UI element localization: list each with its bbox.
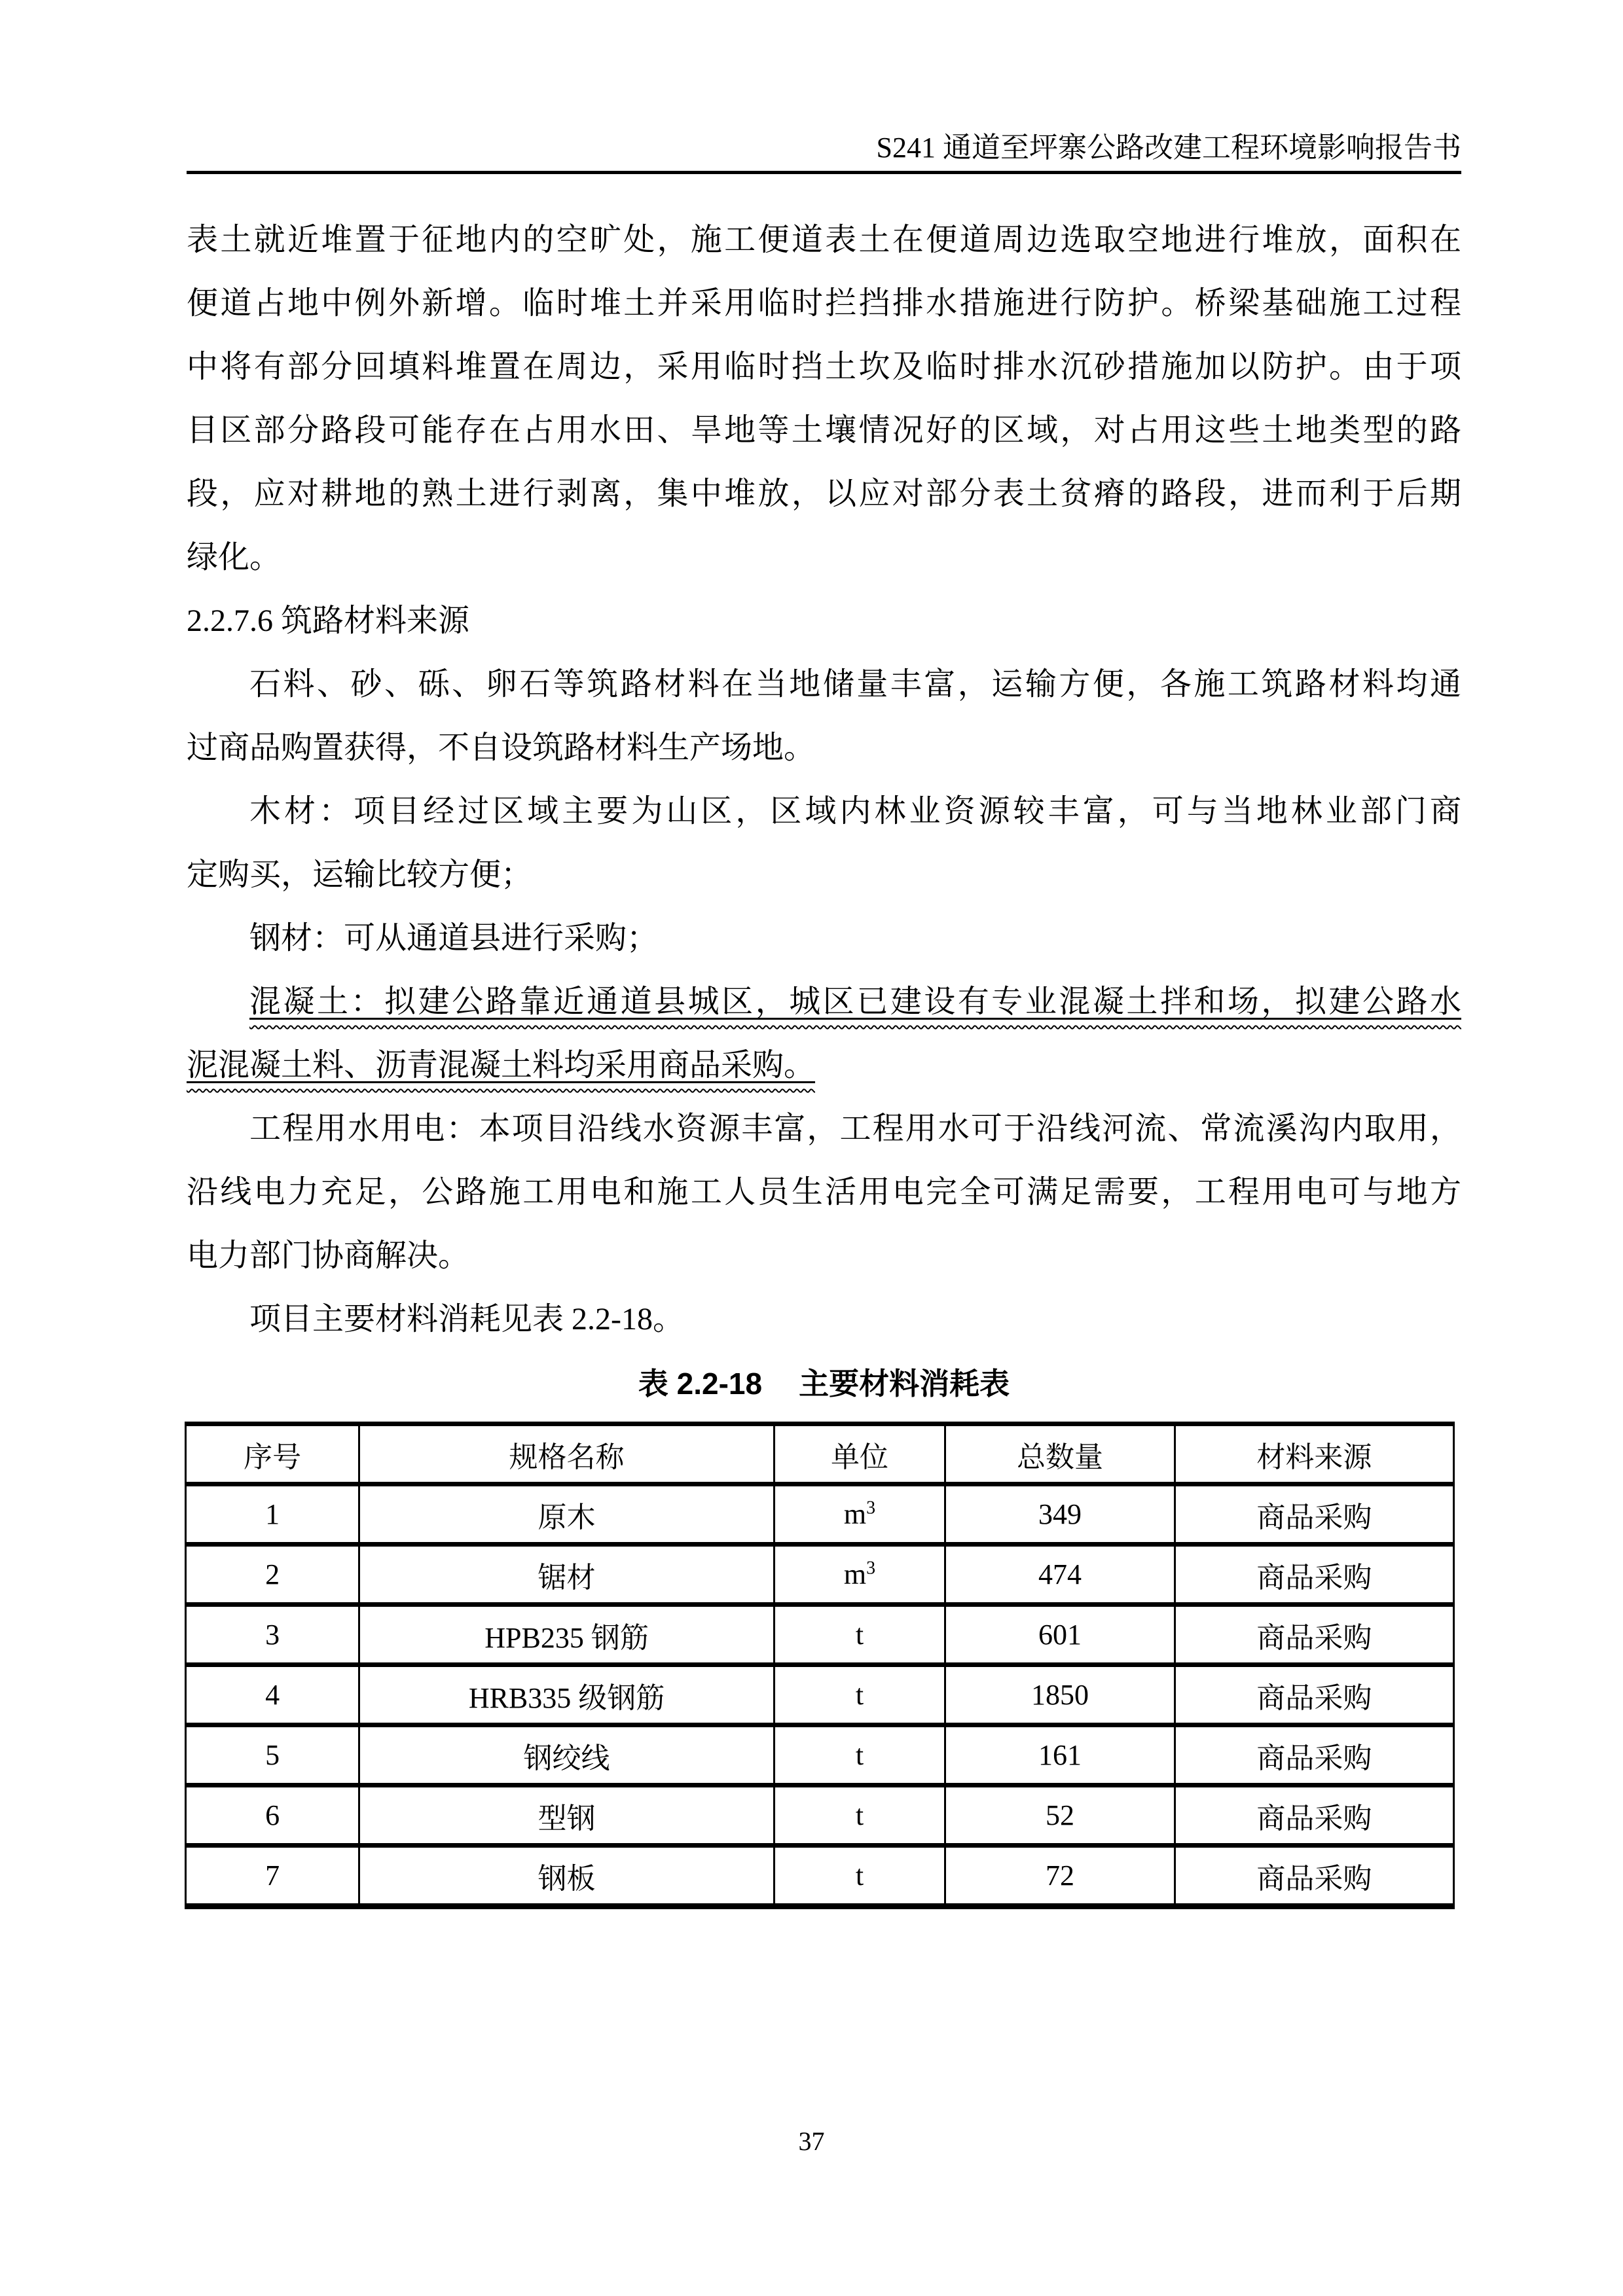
- table-cell: HPB235 钢筋: [359, 1605, 774, 1665]
- table-cell: 474: [945, 1545, 1175, 1605]
- underline-solid: 混凝土：拟建公路靠近通道县城区，城区已建设有专业混凝土拌和场，拟建公路水: [249, 984, 1461, 1019]
- table-row: [186, 1545, 1454, 1605]
- table-cell: $m^3$: [774, 1545, 945, 1605]
- table-cell: 52: [945, 1785, 1175, 1846]
- paragraph-line: 中将有部分回填料堆置在周边，采用临时挡土坎及临时排水沉砂措施加以防护。由于项: [187, 350, 1461, 384]
- table-cell: 349: [945, 1484, 1175, 1545]
- table-header-cell: 规格名称: [359, 1424, 774, 1484]
- table-cell: 7: [186, 1846, 359, 1907]
- paragraph: [187, 1097, 1461, 1287]
- table-cell: 3: [186, 1605, 359, 1665]
- table-cell: 161: [945, 1725, 1175, 1785]
- paragraph: [187, 208, 1461, 589]
- table-cell: $m^3$: [774, 1484, 945, 1545]
- paragraph-line: 木材：项目经过区域主要为山区，区域内林业资源较丰富，可与当地林业部门商: [249, 794, 1461, 829]
- paragraph-line: 定购买，运输比较方便；: [187, 857, 533, 892]
- section-heading: 2.2.7.6 筑路材料来源: [187, 603, 470, 638]
- table-cell: 钢板: [359, 1846, 774, 1907]
- table-row: [186, 1785, 1454, 1846]
- table-cell: t: [774, 1725, 945, 1785]
- materials-table-body: [186, 1484, 1454, 1907]
- table-row: [186, 1665, 1454, 1725]
- table-header-cell: 序号: [186, 1424, 359, 1484]
- table-cell: 6: [186, 1785, 359, 1846]
- table-cell: 5: [186, 1725, 359, 1785]
- header-rule: [187, 171, 1461, 174]
- table-cell: 商品采购: [1175, 1484, 1453, 1545]
- table-caption-label: 表 2.2-18: [638, 1367, 763, 1401]
- table-cell: 2: [186, 1545, 359, 1605]
- table-cell: 601: [945, 1605, 1175, 1665]
- paragraph: [187, 1287, 1461, 1351]
- table-cell: 原木: [359, 1484, 774, 1545]
- table-cell: 1: [186, 1484, 359, 1545]
- paragraph-line: 工程用水用电：本项目沿线水资源丰富，工程用水可于沿线河流、常流溪沟内取用，: [249, 1111, 1461, 1146]
- paragraph-line: [187, 970, 1461, 1033]
- paragraph-line: 沿线电力充足，公路施工用电和施工人员生活用电完全可满足需要，工程用电可与地方: [187, 1175, 1461, 1210]
- paragraph: [187, 780, 1461, 906]
- table-header-cell: 材料来源: [1175, 1424, 1453, 1484]
- paragraph-line: [187, 1033, 1461, 1097]
- paragraph-line: 便道占地中例外新增。临时堆土并采用临时拦挡排水措施进行防护。桥梁基础施工过程: [187, 286, 1461, 321]
- table-cell: 72: [945, 1846, 1175, 1907]
- table-caption-title: 主要材料消耗表: [799, 1367, 1010, 1401]
- materials-table: [185, 1422, 1455, 1909]
- paragraph-line: 表土就近堆置于征地内的空旷处，施工便道表土在便道周边选取空地进行堆放，面积在: [187, 223, 1461, 257]
- table-row: [186, 1725, 1454, 1785]
- underline-wavy: [187, 1048, 815, 1083]
- table-row: [186, 1605, 1454, 1665]
- paragraph: [187, 906, 1461, 970]
- table-cell: t: [774, 1665, 945, 1725]
- table-cell: t: [774, 1785, 945, 1846]
- table-cell: HRB335 级钢筋: [359, 1665, 774, 1725]
- page-header-title: S241 通道至坪寨公路改建工程环境影响报告书: [876, 132, 1461, 164]
- underline-wavy: [249, 984, 1461, 1019]
- paragraph-line: 目区部分路段可能存在占用水田、旱地等土壤情况好的区域，对占用这些土地类型的路: [187, 413, 1461, 448]
- document-body: [187, 208, 1461, 1351]
- paragraph-line: 项目主要材料消耗见表 2.2-18。: [249, 1302, 684, 1336]
- table-cell: 商品采购: [1175, 1545, 1453, 1605]
- superscript: 3: [866, 1558, 876, 1579]
- table-cell: 1850: [945, 1665, 1175, 1725]
- table-header-cell: 总数量: [945, 1424, 1175, 1484]
- table-section: [187, 1351, 1461, 1909]
- materials-table-head: [186, 1424, 1454, 1484]
- table-cell: 钢绞线: [359, 1725, 774, 1785]
- table-header-cell: 单位: [774, 1424, 945, 1484]
- table-cell: 商品采购: [1175, 1665, 1453, 1725]
- underline-solid: 泥混凝土料、沥青混凝土料均采用商品采购。: [187, 1048, 816, 1083]
- table-row: [186, 1846, 1454, 1907]
- paragraph-line: 钢材：可从通道县进行采购；: [249, 921, 659, 956]
- table-caption: [187, 1363, 1461, 1405]
- page-number: 37: [798, 2126, 825, 2156]
- paragraph-line: 段，应对耕地的熟土进行剥离，集中堆放，以应对部分表土贫瘠的路段，进而利于后期: [187, 476, 1461, 511]
- table-cell: 商品采购: [1175, 1785, 1453, 1846]
- superscript: 3: [866, 1498, 876, 1518]
- table-header-row: [186, 1424, 1454, 1484]
- table-cell: 型钢: [359, 1785, 774, 1846]
- table-row: [186, 1484, 1454, 1545]
- paragraph: [187, 970, 1461, 1097]
- table-cell: 锯材: [359, 1545, 774, 1605]
- table-cell: t: [774, 1846, 945, 1907]
- table-cell: 商品采购: [1175, 1605, 1453, 1665]
- paragraph-line: 电力部门协商解决。: [187, 1238, 470, 1273]
- table-cell: t: [774, 1605, 945, 1665]
- table-cell: 商品采购: [1175, 1846, 1453, 1907]
- paragraph-line: 绿化。: [187, 540, 282, 575]
- paragraph-line: 过商品购置获得，不自设筑路材料生产场地。: [187, 730, 816, 765]
- paragraph-line: 石料、砂、砾、卵石等筑路材料在当地储量丰富，运输方便，各施工筑路材料均通: [249, 667, 1461, 702]
- table-cell: 商品采购: [1175, 1725, 1453, 1785]
- table-cell: 4: [186, 1665, 359, 1725]
- paragraph: [187, 653, 1461, 780]
